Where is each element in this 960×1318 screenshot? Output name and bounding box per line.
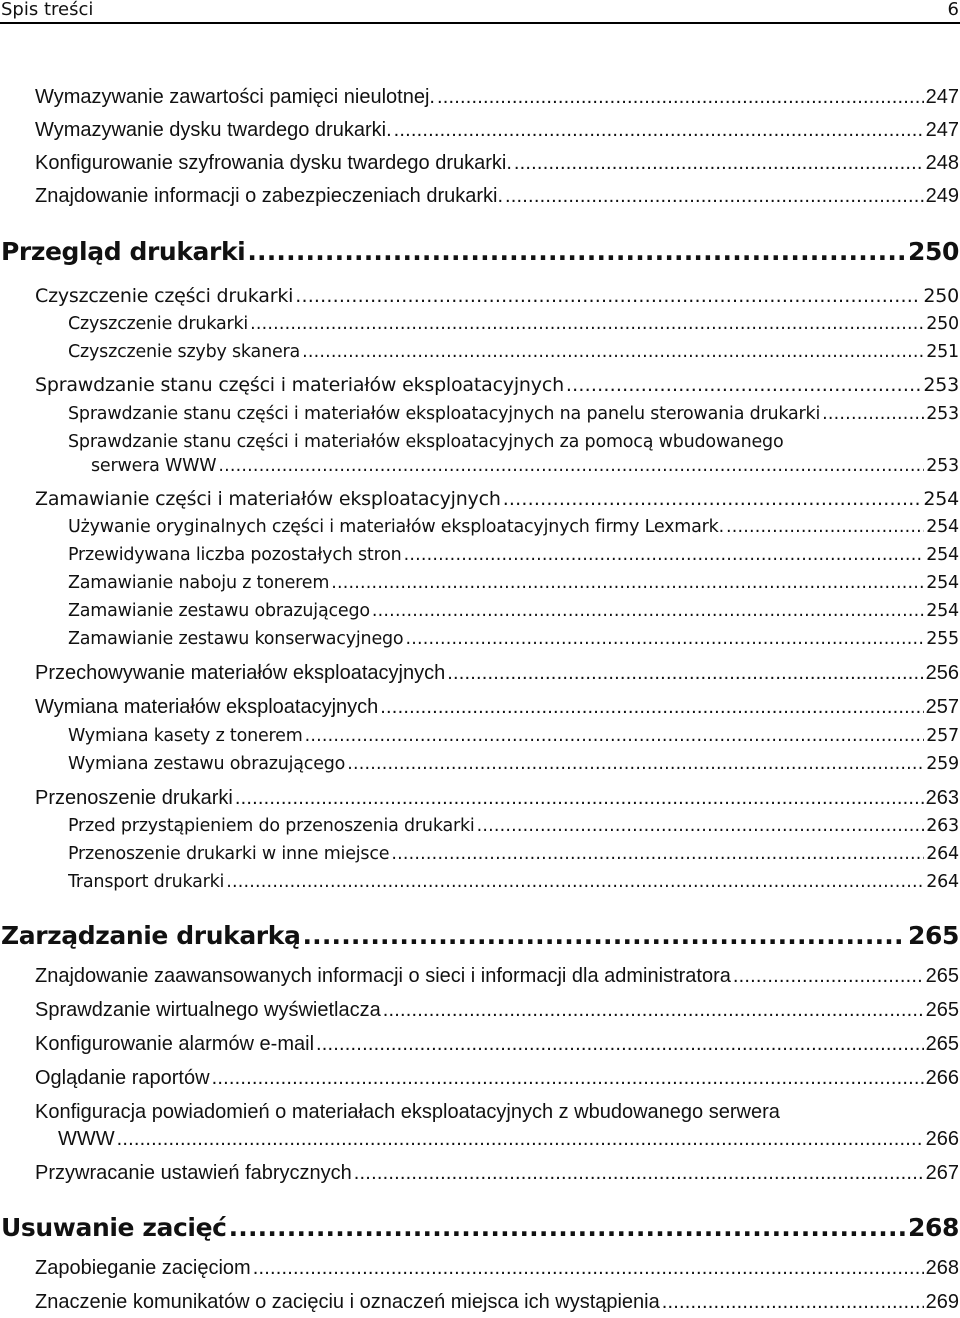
dot-leader	[447, 661, 923, 685]
toc-entry[interactable]	[35, 998, 959, 1022]
toc-entry[interactable]	[58, 1127, 959, 1151]
toc-subentry[interactable]	[68, 516, 959, 538]
toc-chapter-page: 268	[908, 1213, 959, 1242]
dot-leader	[405, 628, 924, 650]
toc-entry-page: 248	[925, 152, 959, 174]
toc-entry-label: Sprawdzanie stanu części i materiałów eksploatacyjnych	[35, 374, 564, 396]
toc-entry-label: Oglądanie raportów	[35, 1067, 210, 1089]
dot-leader	[733, 964, 924, 988]
toc-subentry-page: 264	[926, 844, 959, 864]
toc-subentry-label: Zamawianie naboju z tonerem	[68, 573, 330, 593]
toc-entry[interactable]	[35, 786, 959, 810]
toc-subentry[interactable]	[68, 843, 959, 865]
toc-subentry-label: Wymiana kasety z tonerem	[68, 726, 303, 746]
dot-leader	[229, 1213, 906, 1243]
dot-leader	[117, 1127, 924, 1151]
toc-entry-page: 268	[925, 1257, 959, 1279]
toc-entry[interactable]	[35, 85, 959, 109]
toc-subentry-label: Używanie oryginalnych części i materiałów eksploatacyjnych firmy Lexmark.	[68, 517, 724, 537]
toc-subentry-page: 254	[926, 601, 959, 621]
toc-subentry[interactable]	[68, 341, 959, 363]
toc-entry[interactable]	[35, 284, 959, 308]
dot-leader	[391, 843, 924, 865]
toc-entry-label: Wymazywanie zawartości pamięci nieulotnej.	[35, 86, 435, 108]
toc-subentry[interactable]	[68, 600, 959, 622]
dot-leader	[212, 1066, 924, 1090]
toc-entry-label: Przenoszenie drukarki	[35, 787, 233, 809]
dot-leader	[247, 237, 906, 267]
toc-subentry[interactable]	[68, 871, 959, 893]
toc-entry-label-line2: WWW	[58, 1128, 115, 1150]
toc-entry-label-line1: Konfiguracja powiadomień o materiałach eksploatacyjnych z wbudowanego serwera	[35, 1101, 780, 1123]
toc-chapter-label: Przegląd drukarki	[1, 237, 246, 266]
toc-subentry-page: 259	[926, 754, 959, 774]
toc-subentry-page: 263	[926, 816, 959, 836]
toc-subentry[interactable]	[68, 628, 959, 650]
dot-leader	[295, 284, 921, 308]
toc-subentry[interactable]	[68, 403, 959, 425]
toc-subentry-label: Zamawianie zestawu konserwacyjnego	[68, 629, 404, 649]
toc-subentry-page: 250	[926, 314, 959, 334]
toc-subentry-label: Wymiana zestawu obrazującego	[68, 754, 346, 774]
toc-subentry-page: 253	[926, 456, 959, 476]
toc-subentry-page: 255	[926, 629, 959, 649]
toc-subentry[interactable]	[68, 313, 959, 335]
toc-subentry-label: Przed przystąpieniem do przenoszenia drukarki	[68, 816, 475, 836]
toc-entry-label: Zapobieganie zacięciom	[35, 1257, 251, 1279]
dot-leader	[437, 85, 924, 109]
toc-entry-label: Przywracanie ustawień fabrycznych	[35, 1162, 352, 1184]
toc-chapter-page: 265	[908, 921, 959, 950]
toc-chapter[interactable]	[1, 921, 959, 951]
dot-leader	[354, 1161, 924, 1185]
dot-leader	[305, 725, 925, 747]
toc-subentry-label-line2: serwera WWW	[91, 456, 217, 476]
toc-chapter[interactable]	[1, 1213, 959, 1243]
toc-entry-label: Znaczenie komunikatów o zacięciu i oznaczeń miejsca ich wystąpienia	[35, 1291, 660, 1313]
toc-entry-page: 265	[925, 965, 959, 987]
dot-leader	[404, 544, 925, 566]
dot-leader	[302, 341, 924, 363]
toc-subentry-page: 253	[926, 404, 959, 424]
toc-entry-page: 257	[925, 696, 959, 718]
toc-entry-label: Zamawianie części i materiałów eksploatacyjnych	[35, 488, 501, 510]
toc-entry-page: 254	[923, 488, 959, 510]
toc-entry[interactable]	[35, 373, 959, 397]
toc-subentry-label: Czyszczenie drukarki	[68, 314, 249, 334]
toc-entry[interactable]	[35, 1066, 959, 1090]
dot-leader	[514, 151, 924, 175]
toc-entry-page: 266	[925, 1128, 959, 1150]
dot-leader	[250, 313, 924, 335]
toc-entry[interactable]	[35, 487, 959, 511]
toc-entry-label: Wymiana materiałów eksploatacyjnych	[35, 696, 379, 718]
dot-leader	[372, 600, 924, 622]
toc-subentry[interactable]	[68, 753, 959, 775]
toc-entry-label: Znajdowanie informacji o zabezpieczeniach drukarki.	[35, 185, 504, 207]
toc-chapter-page: 250	[908, 237, 959, 266]
toc-subentry-page: 251	[926, 342, 959, 362]
toc-subentry-label-line1: Sprawdzanie stanu części i materiałów eksploatacyjnych za pomocą wbudowanego	[68, 432, 784, 452]
dot-leader	[235, 786, 924, 810]
toc-subentry-label: Transport drukarki	[68, 872, 225, 892]
toc-subentry-label: Sprawdzanie stanu części i materiałów eksploatacyjnych na panelu sterowania drukarki	[68, 404, 821, 424]
toc-subentry-page: 257	[926, 726, 959, 746]
toc-entry[interactable]	[35, 1161, 959, 1185]
toc-subentry-label: Zamawianie zestawu obrazującego	[68, 601, 370, 621]
dot-leader	[316, 1032, 924, 1056]
dot-leader	[253, 1256, 924, 1280]
toc-entry-page: 267	[925, 1162, 959, 1184]
toc-entry[interactable]	[35, 184, 959, 208]
dot-leader	[394, 118, 924, 142]
toc-subentry-page: 254	[926, 545, 959, 565]
toc-chapter[interactable]	[1, 237, 959, 267]
toc-subentry[interactable]	[68, 725, 959, 747]
dot-leader	[380, 695, 923, 719]
running-header-title: Spis treści	[1, 0, 94, 20]
toc-entry[interactable]	[35, 964, 959, 988]
dot-leader	[822, 403, 924, 425]
toc-entry[interactable]	[35, 1032, 959, 1056]
toc-entry-page: 265	[925, 999, 959, 1021]
toc-subentry-label: Przenoszenie drukarki w inne miejsce	[68, 844, 390, 864]
toc-entry-page: 263	[925, 787, 959, 809]
toc-subentry-label: Czyszczenie szyby skanera	[68, 342, 301, 362]
dot-leader	[331, 572, 924, 594]
running-header-page-number: 6	[947, 0, 959, 20]
toc-entry-page: 250	[923, 285, 959, 307]
toc-entry-page: 265	[925, 1033, 959, 1055]
toc-entry-page: 247	[925, 119, 959, 141]
toc-subentry[interactable]	[68, 815, 959, 837]
toc-subentry[interactable]	[68, 572, 959, 594]
toc-subentry[interactable]	[68, 544, 959, 566]
toc-entry-page: 249	[925, 185, 959, 207]
toc-entry-label: Znajdowanie zaawansowanych informacji o sieci i informacji dla administratora	[35, 965, 731, 987]
toc-entry-label: Konfigurowanie alarmów e-mail	[35, 1033, 315, 1055]
dot-leader	[505, 184, 924, 208]
toc-entry[interactable]	[35, 661, 959, 685]
toc-chapter-label: Zarządzanie drukarką	[1, 921, 301, 950]
dot-leader	[726, 516, 924, 538]
toc-entry-label: Czyszczenie części drukarki	[35, 285, 294, 307]
toc-entry[interactable]	[35, 695, 959, 719]
toc-entry-page: 256	[925, 662, 959, 684]
dot-leader	[383, 998, 924, 1022]
dot-leader	[503, 487, 922, 511]
toc-entry-label: Sprawdzanie wirtualnego wyświetlacza	[35, 999, 381, 1021]
toc-subentry-page: 264	[926, 872, 959, 892]
toc-entry-label: Przechowywanie materiałów eksploatacyjnych	[35, 662, 446, 684]
dot-leader	[347, 753, 924, 775]
toc-entry-page: 253	[923, 374, 959, 396]
toc-entry-label: Wymazywanie dysku twardego drukarki.	[35, 119, 392, 141]
dot-leader	[302, 921, 906, 951]
toc-entry[interactable]	[35, 1256, 959, 1280]
toc-entry-page: 266	[925, 1067, 959, 1089]
dot-leader	[477, 815, 925, 837]
toc-subentry-page: 254	[926, 517, 959, 537]
dot-leader	[662, 1290, 924, 1314]
toc-entry[interactable]	[35, 151, 959, 175]
toc-entry-page: 247	[925, 86, 959, 108]
dot-leader	[218, 455, 924, 477]
toc-entry-page: 269	[925, 1291, 959, 1313]
toc-entry-label: Konfigurowanie szyfrowania dysku twardego drukarki.	[35, 152, 512, 174]
toc-entry[interactable]	[35, 1290, 959, 1314]
toc-entry[interactable]	[35, 118, 959, 142]
dot-leader	[226, 871, 924, 893]
toc-subentry[interactable]	[91, 455, 959, 477]
toc-chapter-label: Usuwanie zacięć	[1, 1213, 227, 1242]
dot-leader	[566, 373, 921, 397]
toc-subentry-page: 254	[926, 573, 959, 593]
toc-subentry-label: Przewidywana liczba pozostałych stron	[68, 545, 402, 565]
